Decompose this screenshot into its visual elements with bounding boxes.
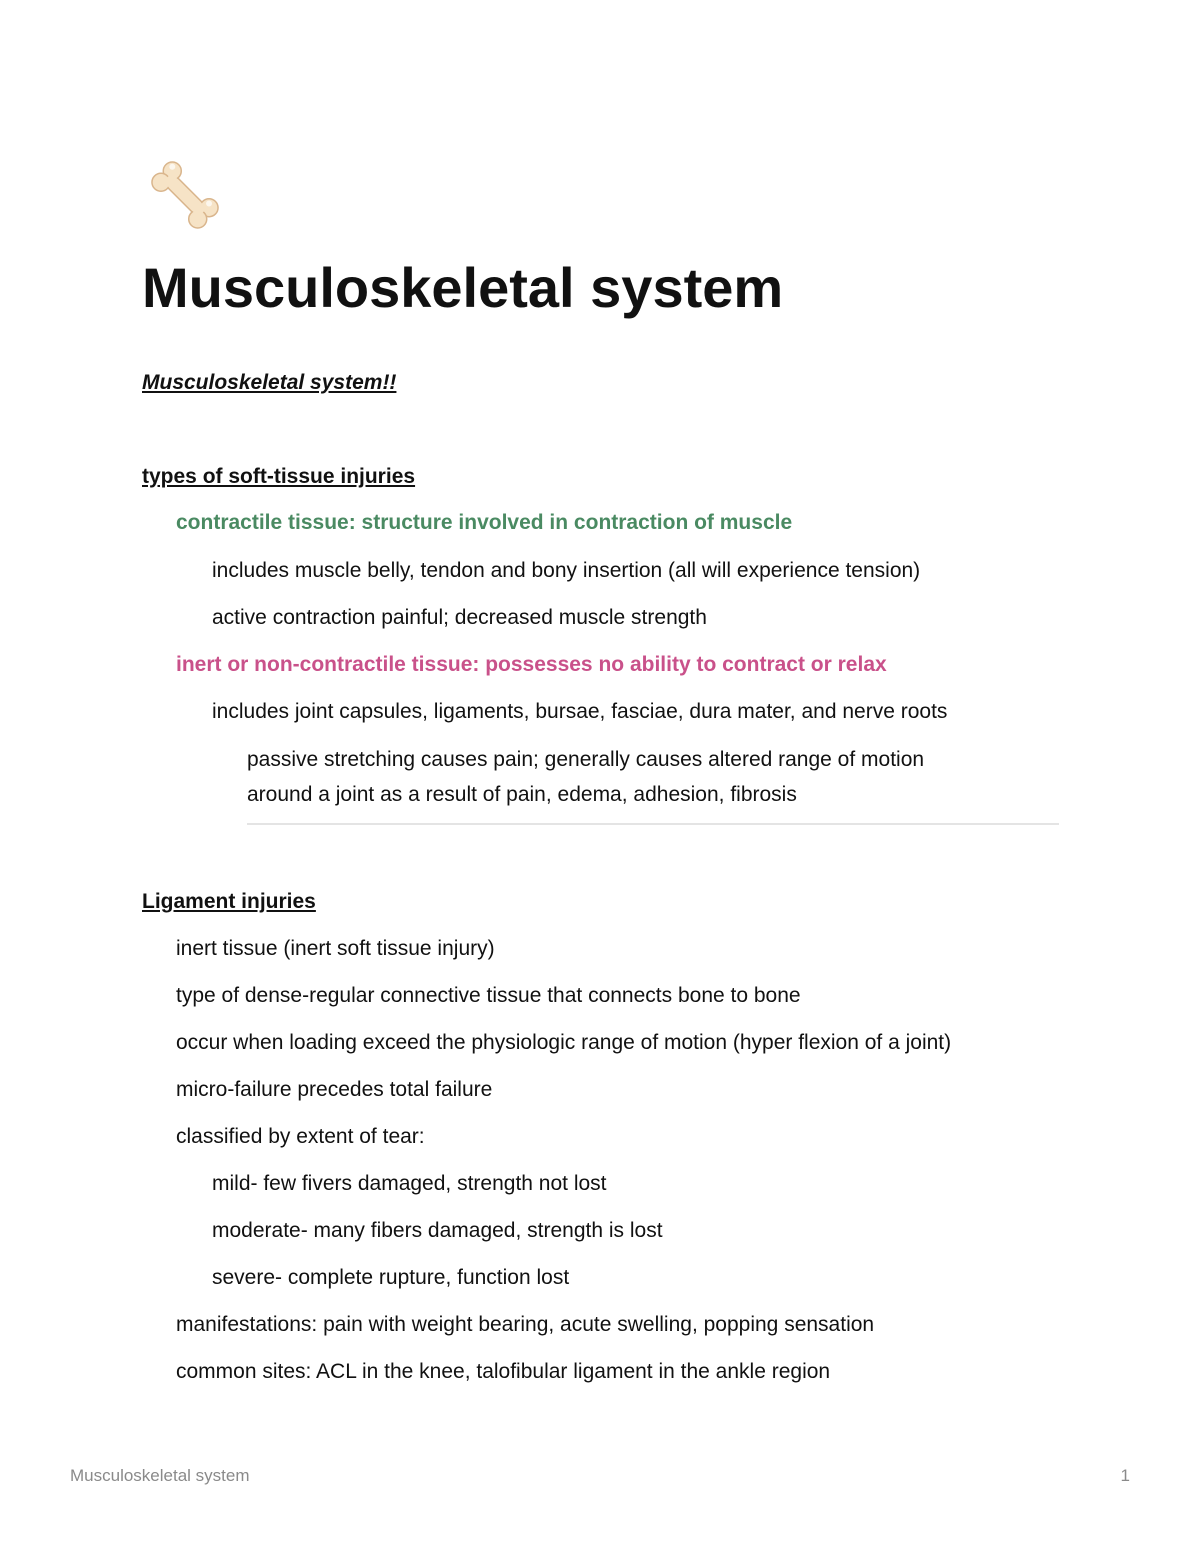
footer-title: Musculoskeletal system	[70, 1466, 250, 1485]
bone-icon	[142, 152, 228, 238]
page-number: 1	[1120, 1466, 1130, 1485]
page-title: Musculoskeletal system	[142, 256, 784, 319]
list-item: passive stretching causes pain; generally causes altered range of motion	[247, 748, 925, 771]
list-item: moderate- many fibers damaged, strength is lost	[212, 1219, 663, 1242]
list-item: type of dense-regular connective tissue that connects bone to bone	[176, 984, 801, 1007]
list-item: includes muscle belly, tendon and bony insertion (all will experience tension)	[212, 559, 921, 582]
section-heading-soft-tissue: types of soft-tissue injuries	[142, 465, 416, 488]
list-item: manifestations: pain with weight bearing, acute swelling, popping sensation	[176, 1313, 875, 1336]
contractile-tissue-label: contractile tissue: structure involved in contraction of muscle	[176, 511, 793, 534]
list-item: classified by extent of tear:	[176, 1125, 425, 1148]
inert-tissue-label: inert or non-contractile tissue: possesses no ability to contract or relax	[176, 653, 887, 676]
divider	[247, 823, 1059, 825]
list-item: inert tissue (inert soft tissue injury)	[176, 937, 495, 960]
list-item: mild- few fivers damaged, strength not lost	[212, 1172, 607, 1195]
subtitle: Musculoskeletal system!!	[142, 371, 397, 394]
list-item: around a joint as a result of pain, edema, adhesion, fibrosis	[247, 783, 797, 806]
list-item: includes joint capsules, ligaments, bursae, fasciae, dura mater, and nerve roots	[212, 700, 948, 723]
list-item: active contraction painful; decreased muscle strength	[212, 606, 707, 629]
list-item: occur when loading exceed the physiologic range of motion (hyper flexion of a joint)	[176, 1031, 952, 1054]
list-item: micro-failure precedes total failure	[176, 1078, 493, 1101]
section-heading-ligament: Ligament injuries	[142, 890, 316, 913]
list-item: severe- complete rupture, function lost	[212, 1266, 570, 1289]
list-item: common sites: ACL in the knee, talofibular ligament in the ankle region	[176, 1360, 831, 1383]
